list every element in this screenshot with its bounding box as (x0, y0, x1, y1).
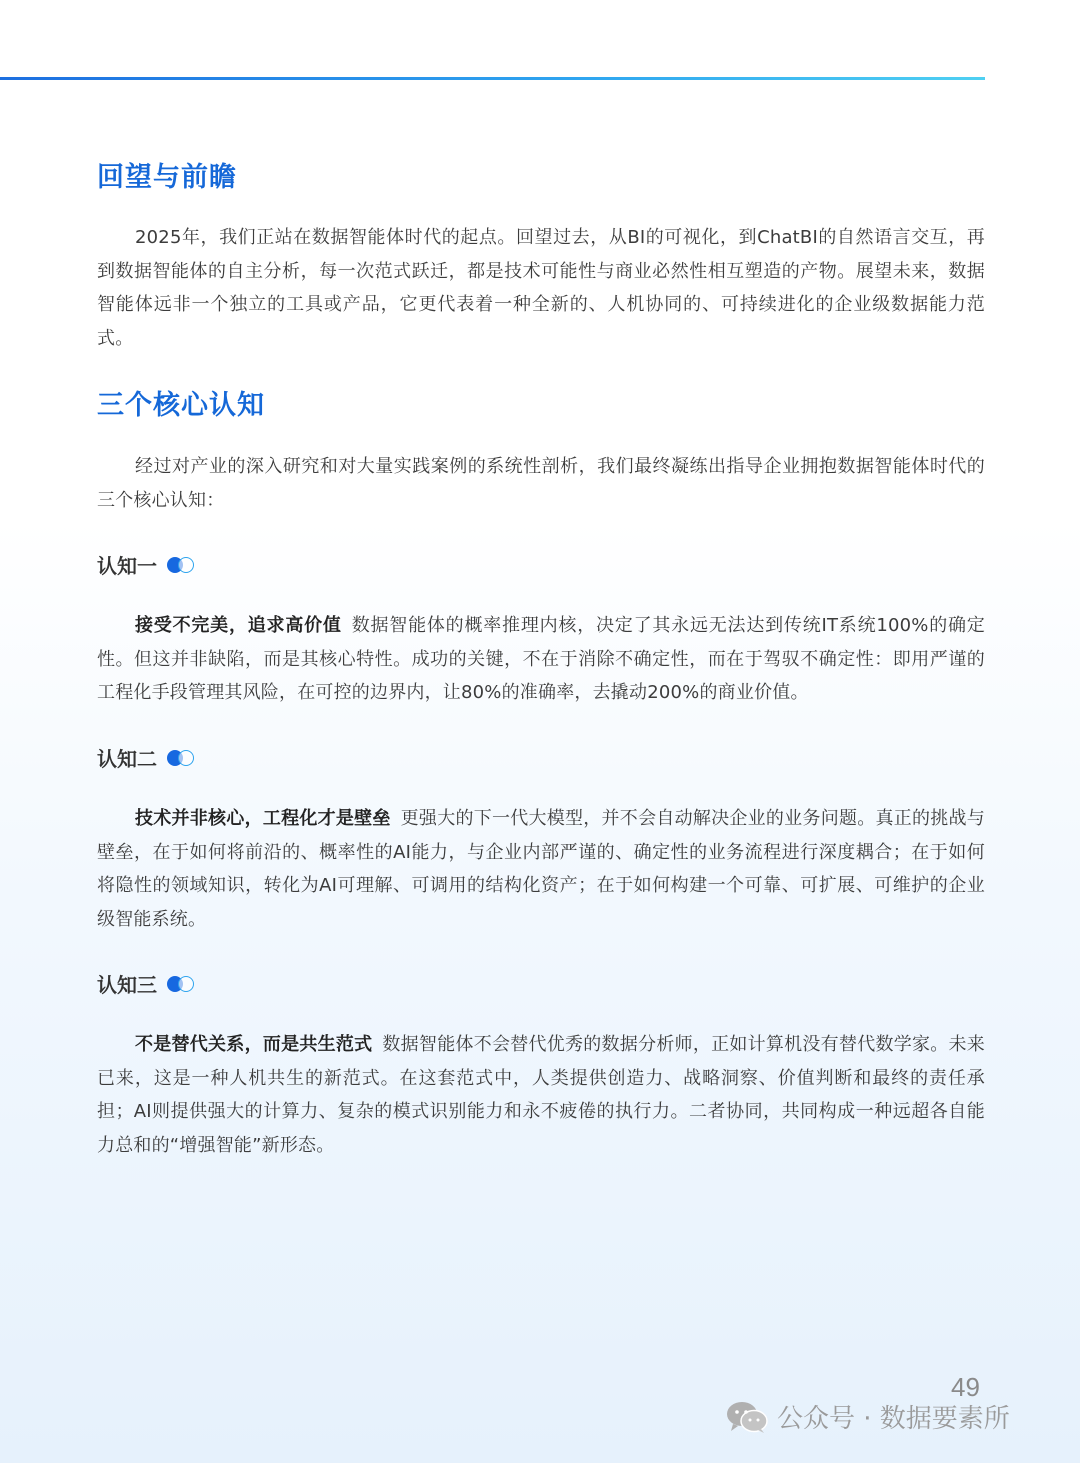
review-paragraph: 2025年，我们正站在数据智能体时代的起点。回望过去，从BI的可视化，到ChatBI的自然语言交互，再到数据智能体的自主分析，每一次范式跃迁，都是技术可能性与商业必然性相互塑造的产物。展望未来，数据智能体远非一个独立的工具或产品，它更代表着一种全新的、人机协同的、可持续进化的企业级数据能力范式。 (97, 227, 985, 349)
two-circles-icon (167, 975, 197, 993)
insight-2-body: 更强大的下一代大模型，并不会自动解决企业的业务问题。真正的挑战与壁垒，在于如何将前沿的、概率性的AI能力，与企业内部严谨的、确定性的业务流程进行深度耦合；在于如何将隐性的领域知识，转化为AI可理解、可调用的结构化资产；在于如何构建一个可靠、可扩展、可维护的企业级智能系统。 (97, 808, 985, 930)
two-circles-icon (167, 749, 197, 767)
insight-3-body: 数据智能体不会替代优秀的数据分析师，正如计算机没有替代数学家。未来已来，这是一种人机共生的新范式。在这套范式中，人类提供创造力、战略洞察、价值判断和最终的责任承担；AI则提供强大的计算力、复杂的模式识别能力和永不疲倦的执行力。二者协同，共同构成一种远超各自能力总和的“增强智能”新形态。 (97, 1034, 985, 1156)
wechat-icon (725, 1400, 769, 1434)
insight-1-heading-label: 认知一 (97, 554, 157, 578)
insight-3-heading (97, 969, 197, 998)
insight-1-paragraph (97, 609, 985, 710)
insight-3-heading-label: 认知三 (97, 973, 157, 997)
insight-3-lead: 不是替代关系，而是共生范式 (135, 1034, 373, 1055)
insights-intro: 经过对产业的深入研究和对大量实践案例的系统性剖析，我们最终凝练出指导企业拥抱数据智能体时代的三个核心认知： (97, 456, 985, 511)
page-number: 49 (951, 1372, 980, 1402)
watermark-text: 公众号 · 数据要素所 (777, 1404, 1010, 1434)
two-circles-icon (167, 556, 197, 574)
insight-2-lead: 技术并非核心，工程化才是壁垒 (135, 808, 391, 829)
section-title-review: 回望与前瞻 (97, 162, 237, 193)
insight-1-body: 数据智能体的概率推理内核，决定了其永远无法达到传统IT系统100%的确定性。但这并非缺陷，而是其核心特性。成功的关键，不在于消除不确定性，而在于驾驭不确定性：即用严谨的工程化手段管理其风险，在可控的边界内，让80%的准确率，去撬动200%的商业价值。 (97, 615, 985, 703)
insight-1-lead: 接受不完美，追求高价值 (135, 615, 342, 636)
header-rule (0, 77, 985, 80)
section-title-insights: 三个核心认知 (97, 390, 265, 421)
insight-3-paragraph (97, 1028, 985, 1162)
insight-2-paragraph (97, 802, 985, 936)
insight-1-heading (97, 550, 197, 579)
insight-2-heading (97, 743, 197, 772)
insight-2-heading-label: 认知二 (97, 747, 157, 771)
watermark (725, 1398, 1010, 1435)
